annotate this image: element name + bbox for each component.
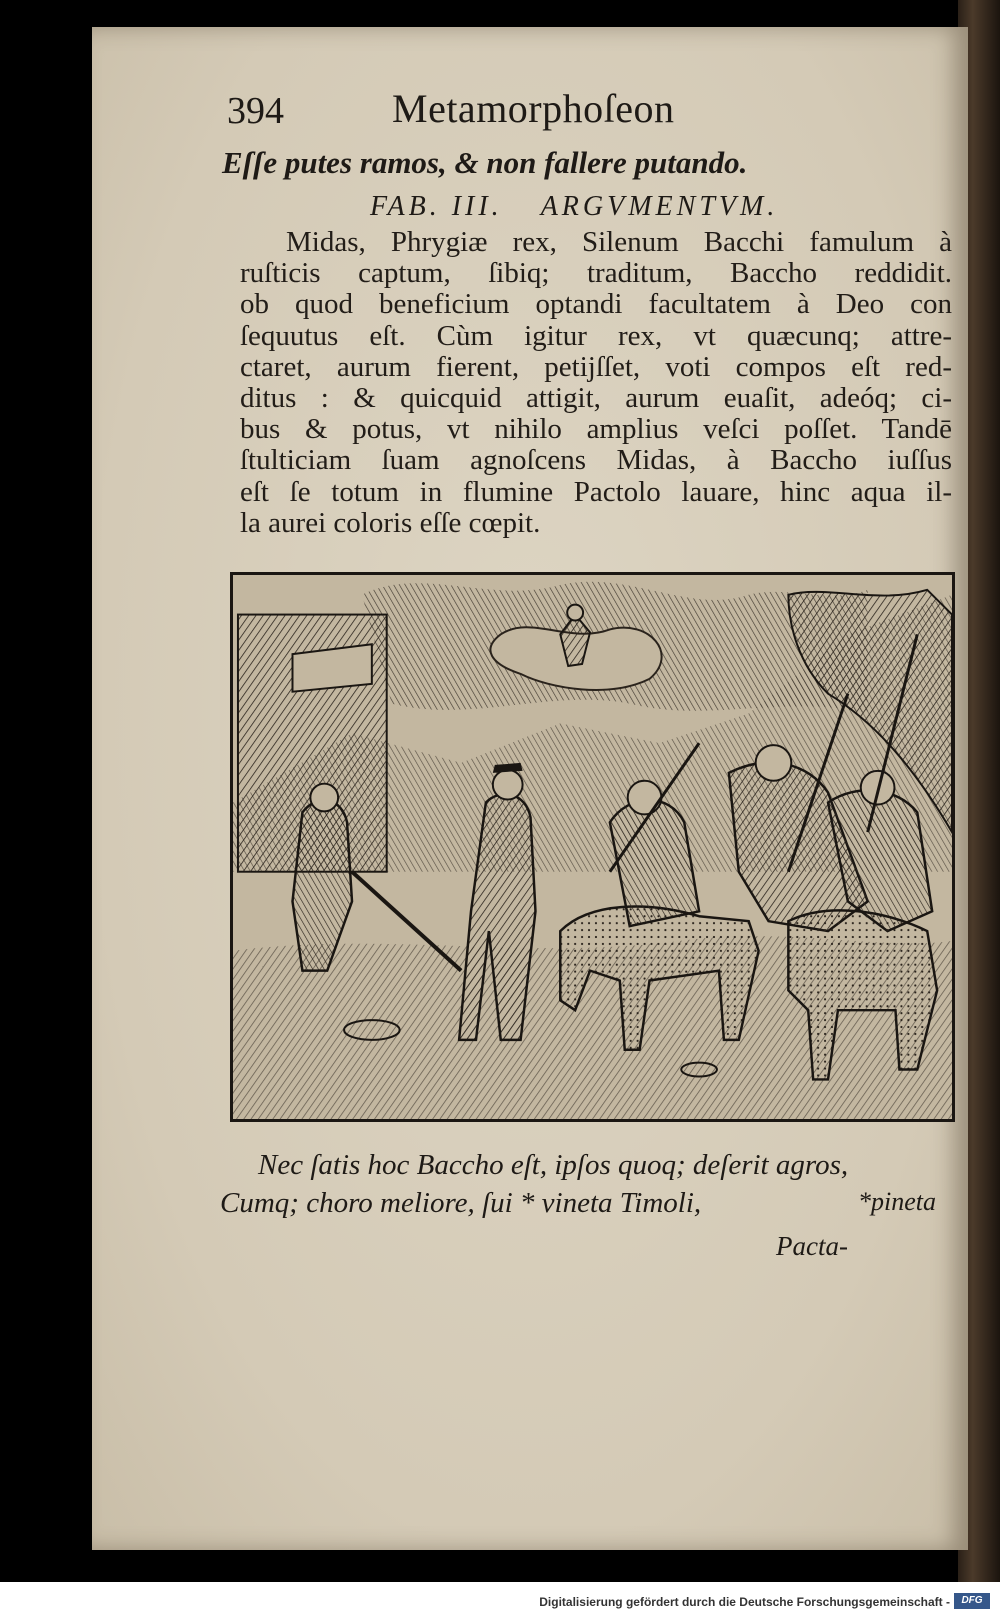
argument-line: la aurei coloris eſſe cœpit. (240, 506, 541, 539)
woodcut-illustration (230, 572, 955, 1122)
argument-line: ob quod beneficium optandi facultatem à Deo con (240, 288, 952, 321)
argument-line: ctaret, aurum fierent, petijſſet, voti compos eſt red- (240, 350, 952, 383)
argument-line: Midas, Phrygiæ rex, Silenum Bacchi famulum à (286, 226, 952, 258)
catchword: Pacta- (776, 1231, 848, 1261)
argument-line: ſequutus eſt. Cùm igitur rex, vt quæcunq; attre- (240, 319, 952, 352)
argument-line: eſt ſe totum in flumine Pactolo lauare, hinc aqua il- (240, 475, 952, 508)
footer-bar (0, 1582, 1000, 1615)
argument-line: ditus : & quicquid attigit, aurum euaſit, adeóq; ci- (240, 382, 952, 415)
verse-line: Nec ſatis hoc Baccho eſt, ipſos quoq; deſerit agros, (258, 1149, 849, 1181)
argument-line: ſtulticiam ſuam agnoſcens Midas, à Baccho iuſſus (240, 444, 952, 477)
fable-label: ARGVMENTVM. (540, 191, 779, 222)
argument-line: bus & potus, vt nihilo amplius veſci poſſet. Tandē (240, 413, 952, 446)
dfg-logo-icon: DFG (954, 1593, 990, 1609)
fable-heading (370, 191, 778, 223)
book-page (92, 27, 968, 1550)
verse-line: Cumq; choro meliore, ſui * vineta Timoli, (220, 1187, 702, 1219)
fable-number: FAB. III. (370, 191, 503, 222)
argument-line: ruſticis captum, ſibiq; traditum, Baccho reddidit. (240, 257, 952, 290)
argument-paragraph (240, 227, 952, 539)
running-title: Metamorphoſeon (392, 86, 675, 131)
footer-credit: Digitalisierung gefördert durch die Deutsche Forschungsgemeinschaft - (539, 1595, 950, 1609)
page-number: 394 (227, 90, 284, 132)
marginal-note: *pineta (858, 1187, 936, 1216)
woodcut-illustration-icon (233, 575, 952, 1119)
first-line: Eſſe putes ramos, & non fallere putando. (222, 145, 748, 180)
